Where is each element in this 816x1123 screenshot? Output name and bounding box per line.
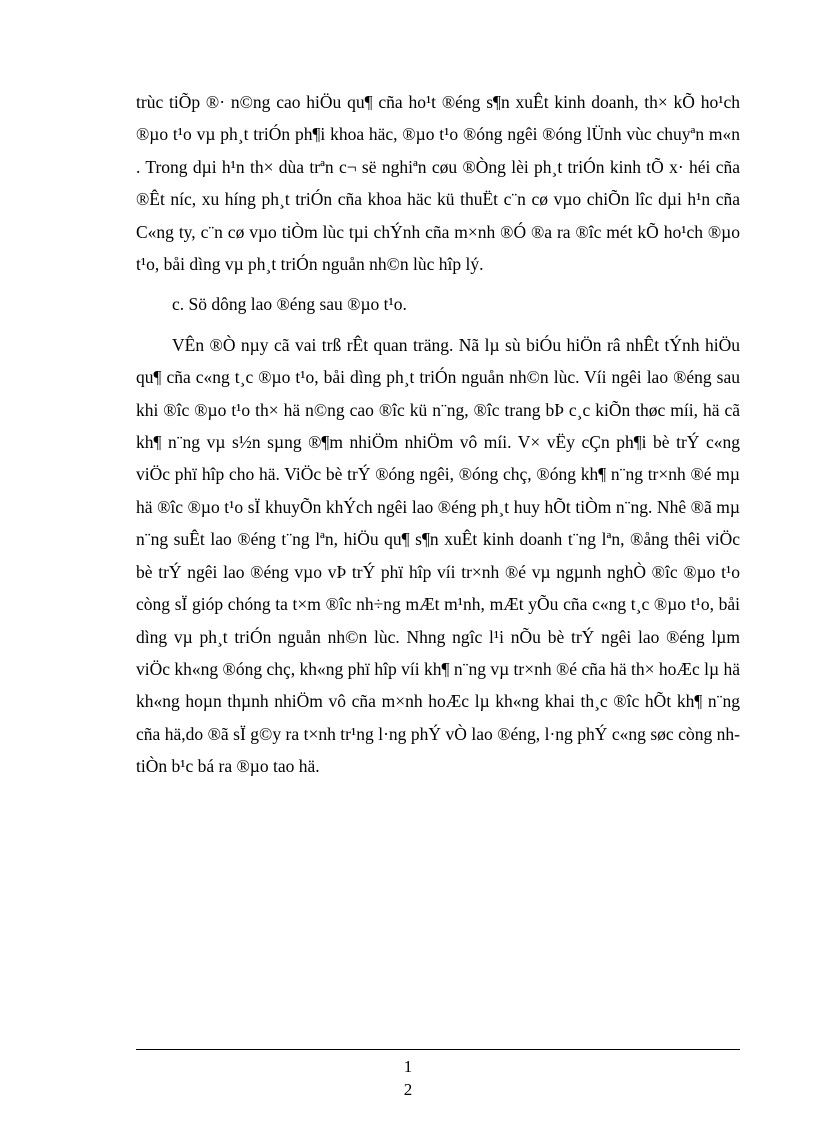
paragraph-main: VÊn ®Ò nµy cã vai trß rÊt quan träng. Nã lµ sù biÓu hiÖn râ nhÊt tÝnh hiÖu qu¶ cña c«ng t¸c ®µo t¹o, båi dìng ph¸t triÓn nguån nh©n lùc. Víi ngêi lao ®éng sau khi ®îc ®µo t¹o th× hä n©ng cao ®îc kü n¨ng, ®îc trang bÞ c¸c kiÕn thøc míi, hä cã kh¶ n¨ng vµ s½n sµng ®¶m nhiÖm nhiÖm vô míi. V× vËy cÇn ph¶i bè trÝ c«ng viÖc phï hîp cho hä. ViÖc bè trÝ ®óng ngêi, ®óng chç, ®óng kh¶ n¨ng tr×nh ®é mµ hä ®îc ®µo t¹o sÏ khuyÕn khÝch ngêi lao ®éng ph¸t huy hÕt tiÒm n¨ng. Nhê ®ã mµ n¨ng suÊt lao ®éng t¨ng lªn, hiÖu qu¶ s¶n xuÊt kinh doanh t¨ng lªn, ®ång thêi viÖc bè trÝ ngêi lao ®éng vµo vÞ trÝ phï hîp víi tr×nh ®é vµ ngµnh nghÒ ®îc ®µo t¹o còng sÏ gióp chóng ta t×m ®îc nh÷ng mÆt m¹nh, mÆt yÕu cña c«ng t¸c ®µo t¹o, båi dìng vµ ph¸t triÓn nguån nh©n lùc. Nhng ngîc l¹i nÕu bè trÝ ngêi lao ®éng lµm viÖc kh«ng ®óng chç, kh«ng phï hîp víi kh¶ n¨ng vµ tr×nh ®é cña hä th× hoÆc lµ hä kh«ng hoµn thµnh nhiÖm vô cña m×nh hoÆc lµ kh«ng khai th¸c ®îc hÕt kh¶ n¨ng cña hä,do ®ã sÏ g©y ra t×nh tr¹ng l·ng phÝ vÒ lao ®éng, l·ng phÝ c«ng søc còng nh tiÒn b¹c bá ra ®µo tao hä. (136, 334, 740, 777)
section-heading: c. Sö dông lao ®éng sau ®µo t¹o. (172, 294, 407, 315)
paragraph-continuation: trùc tiÕp ®· n©ng cao hiÖu qu¶ cña ho¹t ®éng s¶n xuÊt kinh doanh, th× kÕ ho¹ch ®µo t¹o vµ ph¸t triÓn ph¶i khoa häc, ®µo t¹o ®óng ngêi ®óng lÜnh vùc chuyªn m«n . Trong dµi h¹n th× dùa trªn c¬ së nghiªn cøu ®Òng lèi ph¸t triÓn kinh tÕ x· héi cña ®Êt níc, xu híng ph¸t triÓn cña khoa häc kü thuËt c¨n cø vµo chiÕn lîc dµi h¹n cña C«ng ty, c¨n cø vµo tiÒm lùc tµi chÝnh cña m×nh ®Ó ®a ra ®îc mét kÕ ho¹ch ®µo t¹o, båi dìng vµ ph¸t triÓn nguån nh©n lùc hîp lý. (136, 92, 740, 275)
body-text (136, 86, 740, 783)
page-number-line-1: 1 (403, 1057, 413, 1076)
page-number-line-2: 2 (403, 1080, 413, 1099)
footer-divider (136, 1049, 740, 1050)
page-number (0, 1055, 816, 1101)
